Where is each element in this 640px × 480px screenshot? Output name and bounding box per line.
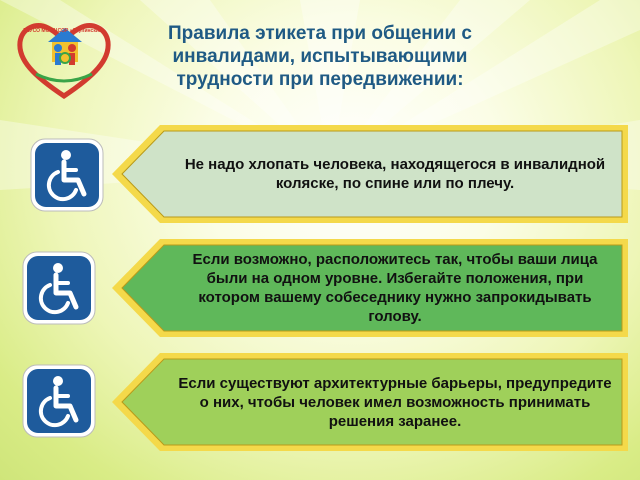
wheelchair-icon: [22, 251, 96, 325]
rule-card-1: [110, 123, 630, 225]
rule-text-2: Если возможно, расположитесь так, чтобы ваши лица были на одном уровне. Избегайте положения, при котором вашему собеседнику нужно запрокидывать голову.: [192, 251, 598, 325]
svg-text:ГБУСО МО КЦСОР «Ступинский»: ГБУСО МО КЦСОР «Ступинский»: [23, 28, 105, 34]
rule-card-2: [110, 237, 630, 339]
rule-card-3: [110, 351, 630, 453]
wheelchair-icon: [22, 364, 96, 438]
page-title: Правила этикета при общении с инвалидами, испытывающими трудности при передвижении:: [168, 23, 472, 90]
rule-text-3: Если существуют архитектурные барьеры, предупредите о них, чтобы человек имел возможность принимать решения заранее.: [178, 374, 612, 430]
organization-logo: [14, 18, 114, 102]
wheelchair-icon: [30, 138, 104, 212]
rule-text-1: Не надо хлопать человека, находящегося в инвалидной коляске, по спине или по плечу.: [184, 156, 606, 192]
